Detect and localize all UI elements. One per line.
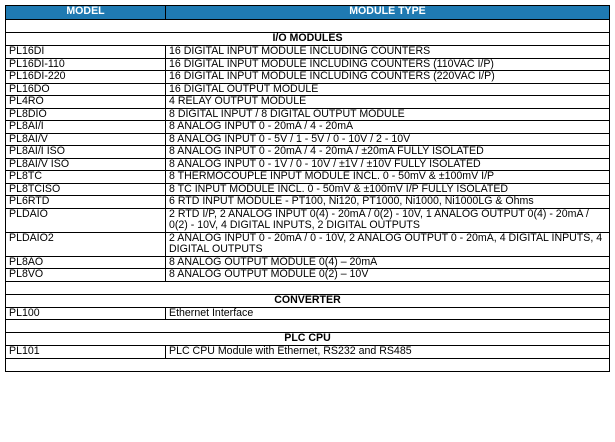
module-type-cell: 2 RTD I/P, 2 ANALOG INPUT 0(4) - 20mA / 0(2) - 10V, 1 ANALOG OUTPUT 0(4) - 20mA / 0(2) - 10V, 4 DIGITAL INPUTS, 2 DIGITAL OUTPUTS [166,208,610,232]
blank-cell [6,358,610,371]
spacer-cell [6,320,610,333]
module-type-cell: PLC CPU Module with Ethernet, RS232 and RS485 [166,346,610,359]
module-type-cell: 8 DIGITAL INPUT / 8 DIGITAL OUTPUT MODULE [166,108,610,121]
table-row [6,196,610,209]
spacer-cell [6,281,610,294]
table-row [6,96,610,109]
table-row [6,208,610,232]
table-row [6,58,610,71]
module-type-cell: 8 THERMOCOUPLE INPUT MODULE INCL. 0 - 50mV & ±100mV I/P [166,171,610,184]
module-type-cell: 8 ANALOG INPUT 0 - 20mA / 4 - 20mA / ±20mA FULLY ISOLATED [166,146,610,159]
model-cell: PL6RTD [6,196,166,209]
table-row [6,183,610,196]
model-cell: PL16DO [6,83,166,96]
module-type-cell: 8 ANALOG INPUT 0 - 20mA / 4 - 20mA [166,121,610,134]
module-type-cell: 4 RELAY OUTPUT MODULE [166,96,610,109]
model-cell: PL16DI-110 [6,58,166,71]
model-cell: PLDAIO [6,208,166,232]
module-type-cell: 8 ANALOG INPUT 0 - 5V / 1 - 5V / 0 - 10V / 2 - 10V [166,133,610,146]
header-row [6,6,610,20]
model-cell: PL4RO [6,96,166,109]
module-type-cell: 8 ANALOG OUTPUT MODULE 0(2) – 10V [166,269,610,282]
table-row [6,71,610,84]
model-cell: PL8VO [6,269,166,282]
table-row [6,158,610,171]
model-cell: PL8AI/I ISO [6,146,166,159]
table-row [6,83,610,96]
section-heading-row [6,333,610,346]
section-heading-row [6,33,610,46]
model-cell: PL8AI/V ISO [6,158,166,171]
spacer-row [6,281,610,294]
table-body [6,20,610,372]
model-cell: PL8TCISO [6,183,166,196]
section-title: CONVERTER [6,294,610,307]
table-row [6,171,610,184]
table-row [6,108,610,121]
model-cell: PL16DI [6,46,166,59]
table-row [6,307,610,320]
model-cell: PL8TC [6,171,166,184]
model-cell: PL101 [6,346,166,359]
table-row [6,46,610,59]
spacer-row [6,320,610,333]
module-type-cell: 16 DIGITAL INPUT MODULE INCLUDING COUNTERS (220VAC I/P) [166,71,610,84]
module-type-cell: 8 ANALOG INPUT 0 - 1V / 0 - 10V / ±1V / ±10V FULLY ISOLATED [166,158,610,171]
section-title: PLC CPU [6,333,610,346]
section-heading-row [6,294,610,307]
table-row [6,133,610,146]
table-row [6,121,610,134]
model-cell: PL8DIO [6,108,166,121]
blank-row [6,358,610,371]
table-row [6,256,610,269]
model-cell: PL8AI/I [6,121,166,134]
section-title: I/O MODULES [6,33,610,46]
table-row [6,232,610,256]
model-cell: PL8AI/V [6,133,166,146]
module-type-cell: 2 ANALOG INPUT 0 - 20mA / 0 - 10V, 2 ANALOG OUTPUT 0 - 20mA, 4 DIGITAL INPUTS, 4 DIGITAL OUTPUTS [166,232,610,256]
table-row [6,269,610,282]
model-cell: PL16DI-220 [6,71,166,84]
module-type-cell: 16 DIGITAL INPUT MODULE INCLUDING COUNTERS [166,46,610,59]
header-module-type: MODULE TYPE [166,6,610,20]
table-row [6,346,610,359]
module-type-cell: 8 ANALOG OUTPUT MODULE 0(4) – 20mA [166,256,610,269]
module-type-cell: 6 RTD INPUT MODULE - PT100, Ni120, PT1000, Ni1000, Ni1000LG & Ohms [166,196,610,209]
module-table [5,5,610,372]
blank-row [6,20,610,33]
model-cell: PL8AO [6,256,166,269]
module-type-cell: 16 DIGITAL INPUT MODULE INCLUDING COUNTERS (110VAC I/P) [166,58,610,71]
module-type-cell: 16 DIGITAL OUTPUT MODULE [166,83,610,96]
model-cell: PL100 [6,307,166,320]
table-row [6,146,610,159]
module-type-cell: 8 TC INPUT MODULE INCL. 0 - 50mV & ±100mV I/P FULLY ISOLATED [166,183,610,196]
module-type-cell: Ethernet Interface [166,307,610,320]
header-model: MODEL [6,6,166,20]
model-cell: PLDAIO2 [6,232,166,256]
blank-cell [6,20,610,33]
